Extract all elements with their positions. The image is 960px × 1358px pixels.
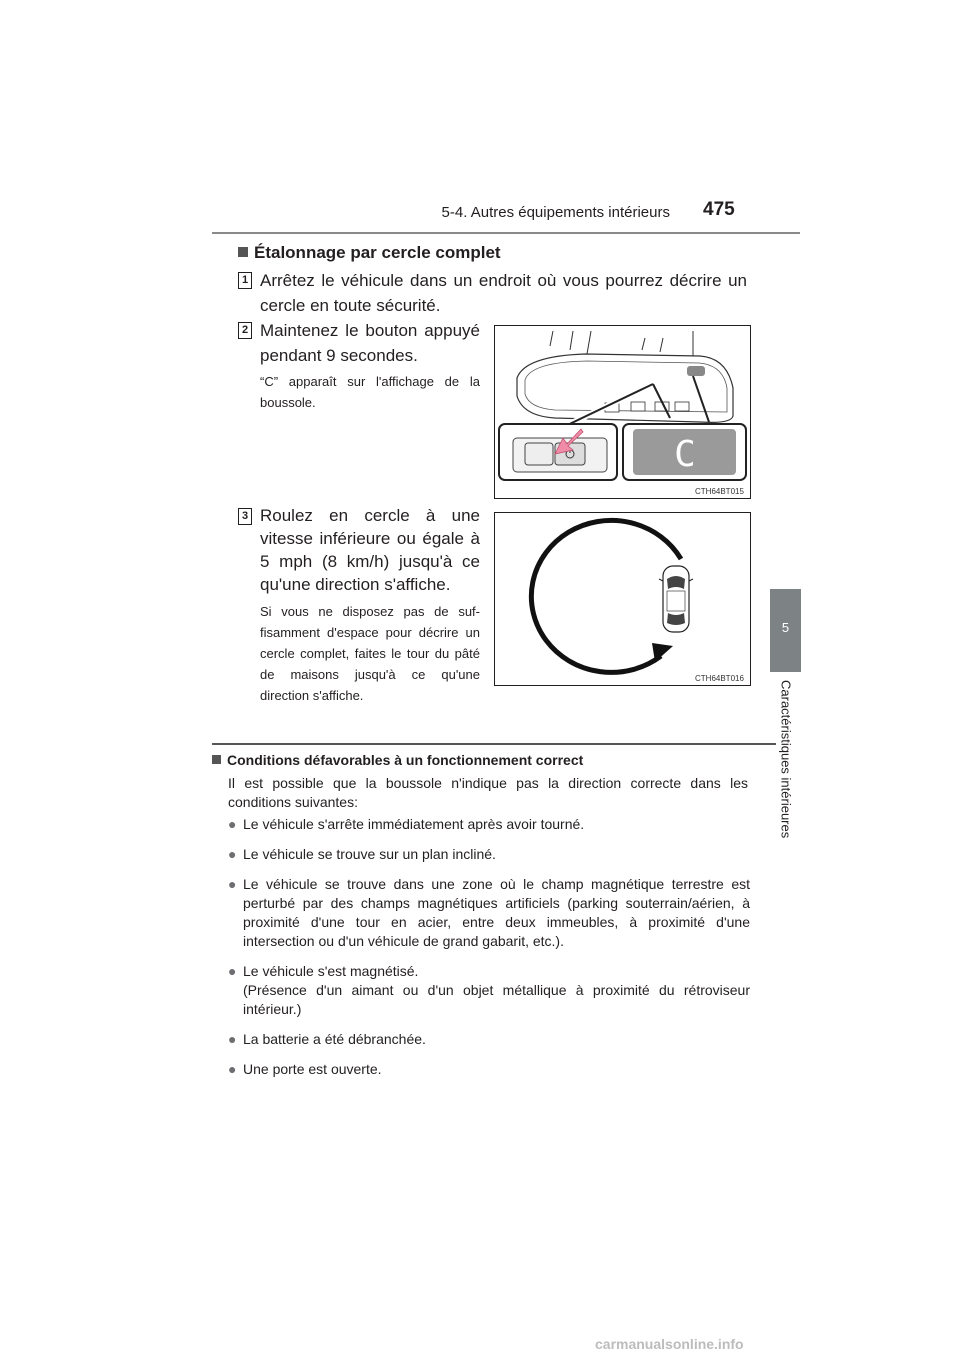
list-item: ● Le véhicule s'arrête immédiatement après avoir tourné.: [228, 816, 585, 832]
step-3-number: 3: [238, 508, 252, 525]
page-number: 475: [703, 199, 735, 220]
circle-drive-illustration: [495, 513, 750, 685]
watermark: carmanualsonline.info: [595, 1336, 744, 1352]
list-item: ● Une porte est ouverte.: [228, 1061, 382, 1077]
conditions-intro: Il est possible que la boussole n'indique pas la direction correcte dans les conditions suivantes:: [228, 775, 748, 810]
step-2-number: 2: [238, 322, 252, 339]
chapter-title-vertical: [772, 680, 800, 860]
compass-display-char: C: [674, 434, 696, 475]
mirror-illustration: [495, 326, 750, 498]
step-3-text: Roulez en cercle à une vitesse inférieure ou égale à 5 mph (8 km/h) jusqu'à ce qu'une direction s'affiche.: [260, 506, 480, 594]
conditions-heading: [212, 752, 583, 768]
bullet-dot-icon: ●: [228, 1061, 237, 1077]
step-3-note: Si vous ne disposez pas de suf-fisamment d'espace pour décrire un cercle complet, faites le tour du pâté de maisons jusqu'à ce qu'une direction s'affiche.: [260, 604, 480, 703]
section-separator: [212, 743, 776, 745]
calibration-title: Étalonnage par cercle complet: [254, 243, 501, 262]
bullet-dot-icon: ●: [228, 876, 237, 892]
chapter-title: Caractéristiques intérieures: [778, 680, 794, 839]
conditions-list: [228, 815, 750, 1090]
list-item: ● Le véhicule s'est magnétisé. (Présence d'un aimant ou d'un objet métallique à proximité du rétroviseur intérieur.): [228, 963, 750, 1017]
list-item: ● Le véhicule se trouve sur un plan incliné.: [228, 846, 496, 862]
section-header: 5-4. Autres équipements intérieurs: [441, 204, 670, 221]
figure-2-caption: CTH64BT016: [695, 674, 744, 683]
conditions-title: Conditions défavorables à un fonctionnement correct: [227, 752, 584, 768]
step-2-note: “C” apparaît sur l'affichage de la boussole.: [260, 374, 480, 410]
square-bullet-icon: [238, 247, 248, 257]
calibration-heading: [238, 243, 501, 263]
list-item: ● Le véhicule se trouve dans une zone où le champ magnétique terrestre est perturbé par des champs magnétiques artificiels (parking souterrain/aérien, à proximité d'une tour en acier, entre deux immeubles, à proximité d'une intersection ou d'un véhicule de grand gabarit, etc.).: [228, 876, 750, 949]
square-bullet-icon: [212, 755, 221, 764]
figure-circle-drive: [494, 512, 751, 686]
step-2-text: Maintenez le bouton appuyé pendant 9 secondes.: [260, 321, 480, 365]
figure-1-caption: CTH64BT015: [695, 487, 744, 496]
bullet-dot-icon: ●: [228, 1031, 237, 1047]
chapter-number: 5: [781, 620, 790, 635]
header-rule: [212, 232, 800, 234]
bullet-dot-icon: ●: [228, 846, 237, 862]
step-1-text: Arrêtez le véhicule dans un endroit où vous pourrez décrire un cercle en toute sécurité.: [260, 271, 747, 315]
bullet-dot-icon: ●: [228, 963, 237, 979]
figure-mirror-button: [494, 325, 751, 499]
list-item: ● La batterie a été débranchée.: [228, 1031, 426, 1047]
step-1-number: 1: [238, 272, 252, 289]
bullet-dot-icon: ●: [228, 816, 237, 832]
